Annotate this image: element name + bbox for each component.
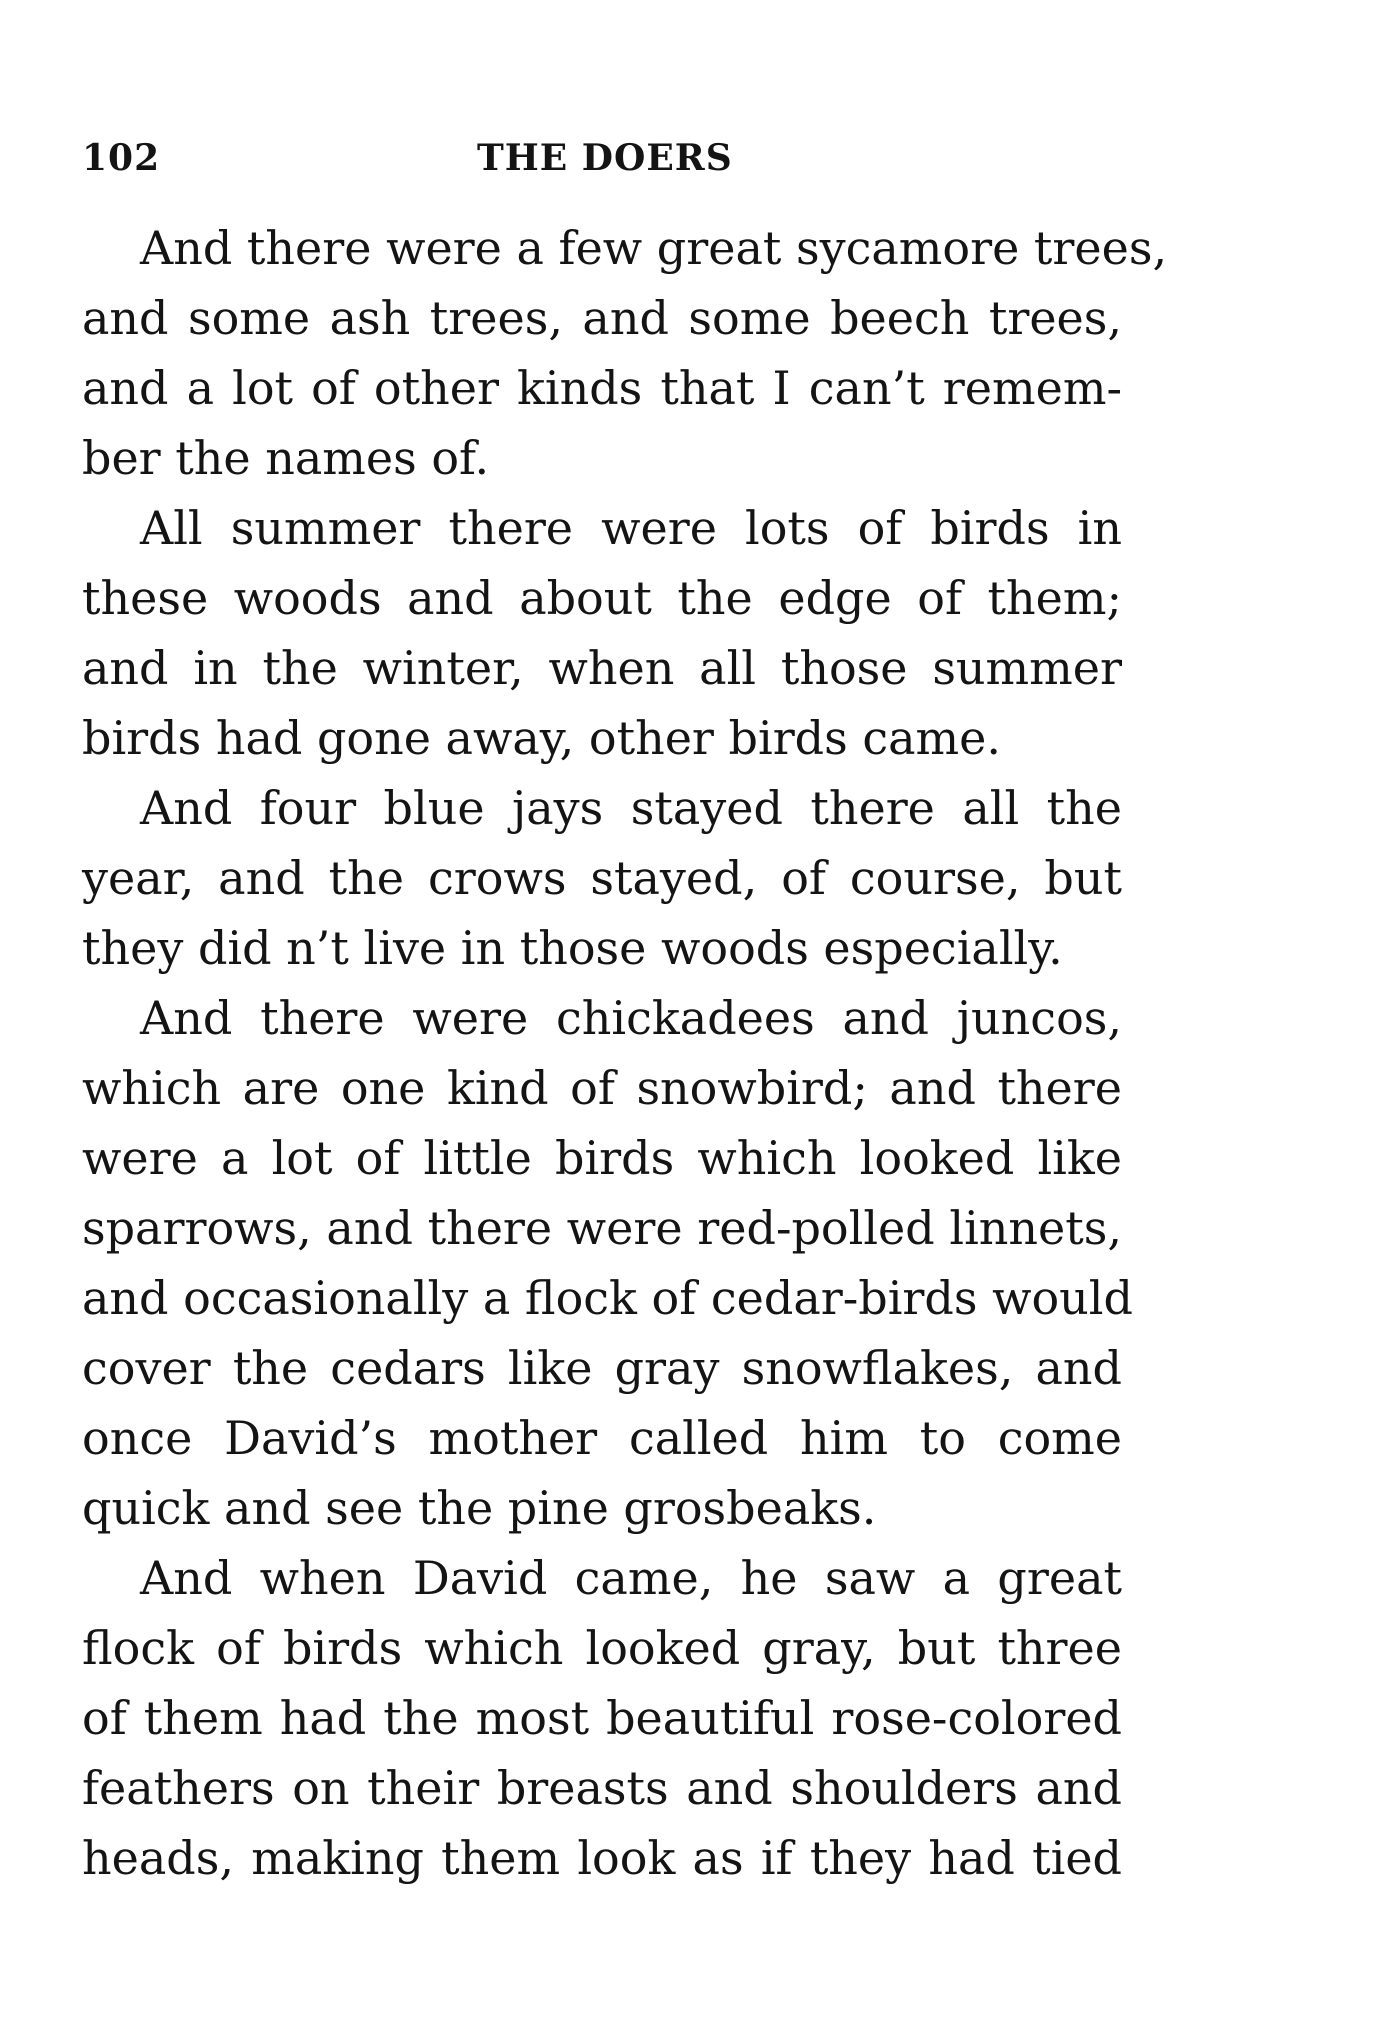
text-line: All summer there were lots of birds in <box>140 501 1122 555</box>
text-line: of them had the most beautiful rose-colored <box>82 1691 1122 1745</box>
text-line: and occasionally a flock of cedar-birds would <box>82 1271 1133 1325</box>
text-line: they did n’t live in those woods especially. <box>82 921 1063 975</box>
text-line: year, and the crows stayed, of course, but <box>82 851 1122 905</box>
text-line: once David’s mother called him to come <box>82 1411 1122 1465</box>
text-line: cover the cedars like gray snowflakes, and <box>82 1341 1122 1395</box>
text-line: feathers on their breasts and shoulders and <box>82 1761 1122 1815</box>
text-line: were a lot of little birds which looked like <box>82 1131 1122 1185</box>
text-line: flock of birds which looked gray, but three <box>82 1621 1122 1675</box>
text-line: birds had gone away, other birds came. <box>82 711 1002 765</box>
running-title: THE DOERS <box>477 137 733 179</box>
text-line: And four blue jays stayed there all the <box>140 781 1122 835</box>
text-line: which are one kind of snowbird; and there <box>82 1061 1122 1115</box>
body-text <box>82 213 1168 1893</box>
text-line: And when David came, he saw a great <box>140 1551 1122 1605</box>
text-line: sparrows, and there were red-polled linnets, <box>82 1201 1122 1255</box>
text-line: and in the winter, when all those summer <box>82 641 1122 695</box>
running-head <box>82 130 1122 186</box>
text-line: and a lot of other kinds that I can’t remem- <box>82 361 1122 415</box>
text-line: and some ash trees, and some beech trees, <box>82 291 1122 345</box>
text-line: these woods and about the edge of them; <box>82 571 1122 625</box>
text-line: And there were a few great sycamore trees, <box>140 221 1168 275</box>
text-line: And there were chickadees and juncos, <box>140 991 1122 1045</box>
page-number: 102 <box>82 137 161 179</box>
text-line: heads, making them look as if they had tied <box>82 1831 1122 1885</box>
text-line: ber the names of. <box>82 431 490 485</box>
text-line: quick and see the pine grosbeaks. <box>82 1481 877 1535</box>
